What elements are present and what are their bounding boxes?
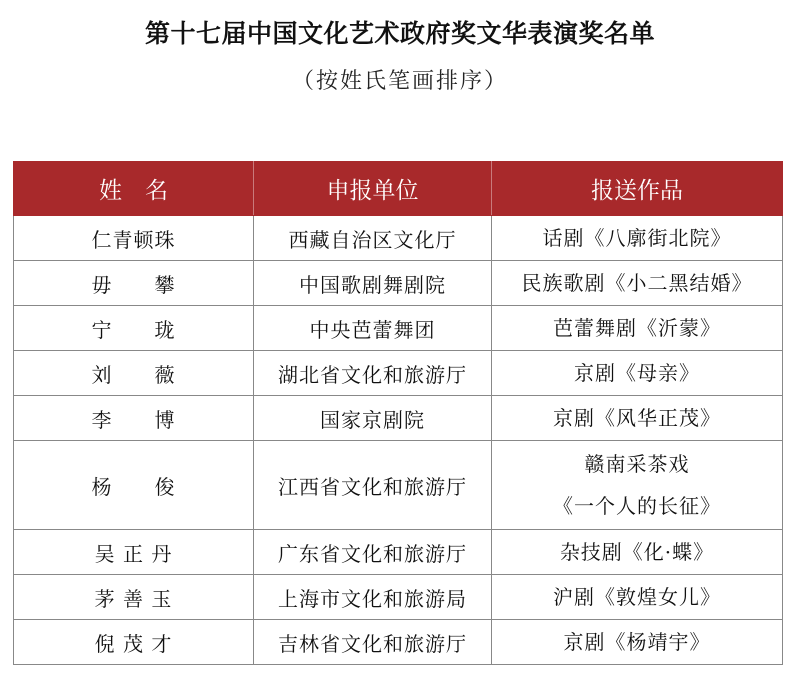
cell-name: 杨 俊: [14, 441, 254, 530]
cell-name: 吴 正 丹: [14, 530, 254, 575]
work-line: 京剧《风华正茂》: [553, 406, 721, 430]
cell-work: [492, 530, 783, 575]
cell-unit: 广东省文化和旅游厅: [254, 530, 492, 575]
table-row: [14, 441, 783, 530]
cell-work: [492, 441, 783, 530]
table-header-row: [14, 162, 783, 216]
cell-unit: 西藏自治区文化厅: [254, 216, 492, 261]
cell-unit: 吉林省文化和旅游厅: [254, 620, 492, 665]
table-row: [14, 216, 783, 261]
cell-unit: 国家京剧院: [254, 396, 492, 441]
cell-unit: 中国歌剧舞剧院: [254, 261, 492, 306]
table-row: [14, 575, 783, 620]
work-line: 京剧《母亲》: [574, 361, 700, 385]
cell-name: 宁 珑: [14, 306, 254, 351]
column-header-unit: 申报单位: [254, 162, 492, 216]
work-line: 芭蕾舞剧《沂蒙》: [553, 316, 721, 340]
table-row: [14, 530, 783, 575]
table-row: [14, 620, 783, 665]
cell-work: [492, 620, 783, 665]
cell-work: [492, 306, 783, 351]
cell-work: [492, 396, 783, 441]
column-header-work: 报送作品: [492, 162, 783, 216]
work-line: 沪剧《敦煌女儿》: [553, 585, 721, 609]
page-title: 第十七届中国文化艺术政府奖文华表演奖名单: [144, 19, 655, 48]
work-line: 京剧《杨靖宇》: [563, 630, 711, 654]
work-line: 《一个人的长征》: [553, 494, 721, 518]
cell-name: 毋 攀: [14, 261, 254, 306]
work-line: 赣南采茶戏: [584, 452, 690, 476]
table-row: [14, 261, 783, 306]
cell-unit: 江西省文化和旅游厅: [254, 441, 492, 530]
cell-name: 李 博: [14, 396, 254, 441]
work-line: 杂技剧《化·蝶》: [559, 540, 715, 564]
cell-name: 茅 善 玉: [14, 575, 254, 620]
column-header-name: 姓 名: [14, 162, 254, 216]
cell-work: [492, 261, 783, 306]
table-row: [14, 396, 783, 441]
page-subtitle: （按姓氏笔画排序）: [291, 69, 508, 94]
work-line: 话剧《八廓街北院》: [542, 226, 732, 250]
cell-work: [492, 575, 783, 620]
table-row: [14, 351, 783, 396]
cell-unit: 湖北省文化和旅游厅: [254, 351, 492, 396]
cell-work: [492, 216, 783, 261]
cell-unit: 中央芭蕾舞团: [254, 306, 492, 351]
cell-work: [492, 351, 783, 396]
award-list-table: [13, 161, 783, 665]
cell-name: 倪 茂 才: [14, 620, 254, 665]
cell-unit: 上海市文化和旅游局: [254, 575, 492, 620]
cell-name: 仁青顿珠: [14, 216, 254, 261]
table-row: [14, 306, 783, 351]
work-line: 民族歌剧《小二黑结婚》: [521, 271, 753, 295]
cell-name: 刘 薇: [14, 351, 254, 396]
